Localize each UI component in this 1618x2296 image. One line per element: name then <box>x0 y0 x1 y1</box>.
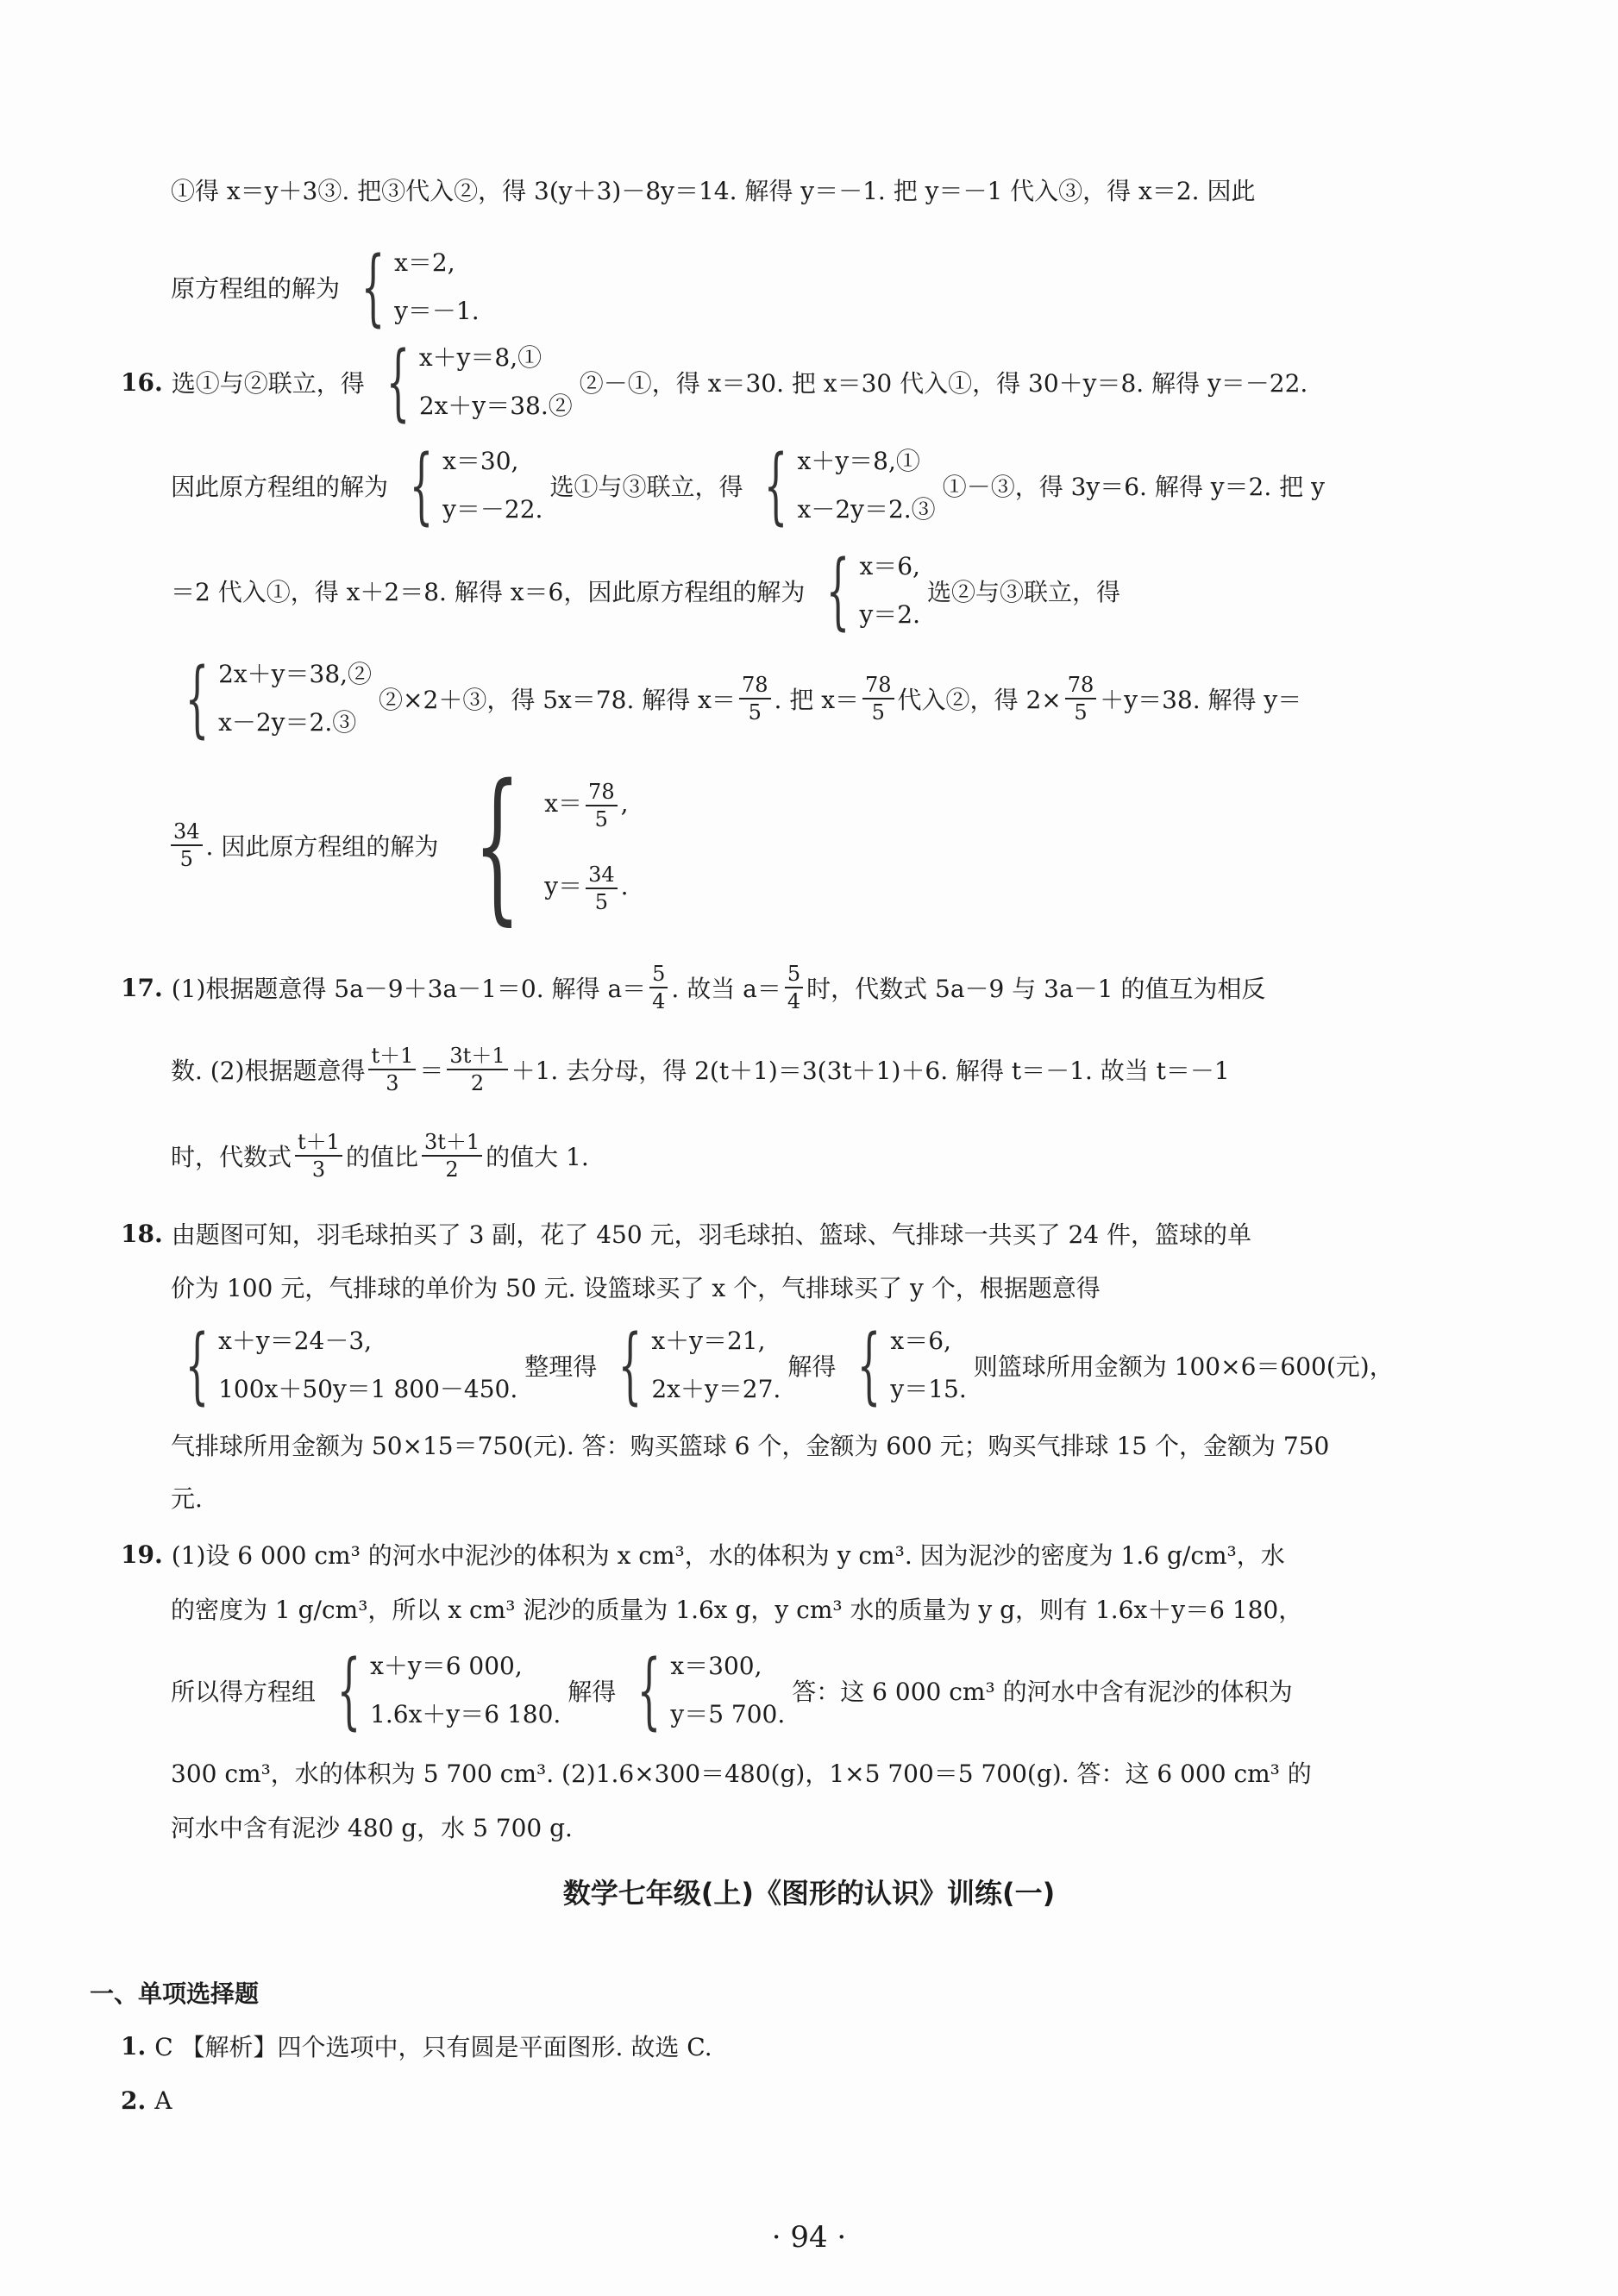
equation <box>544 845 628 928</box>
text: 选①与③联立，得 <box>549 473 743 501</box>
text: ②×2＋③，得 5x＝78. 解得 x＝ <box>379 686 736 714</box>
fraction <box>586 862 618 915</box>
text: A <box>154 2086 172 2115</box>
brace-icon: { <box>409 438 434 533</box>
text: . 把 x＝ <box>774 686 859 714</box>
text: , <box>620 789 629 818</box>
denominator: 5 <box>594 889 608 914</box>
text: 的值大 1. <box>486 1143 589 1171</box>
fraction <box>649 961 668 1014</box>
text: 时，代数式 <box>171 1143 292 1171</box>
equation: y＝－22. <box>442 495 543 524</box>
text: 原方程组的解为 <box>171 274 341 303</box>
text-line <box>171 1121 1395 1190</box>
question-number: 2. <box>121 2086 147 2115</box>
text: 因此原方程组的解为 <box>171 473 389 501</box>
text: 所以得方程组 <box>171 1678 317 1706</box>
text: 解得 <box>568 1678 617 1706</box>
brace-icon: { <box>637 1643 662 1738</box>
equation-system <box>812 543 920 638</box>
fraction <box>586 779 618 832</box>
text-line <box>171 1747 1395 1798</box>
text: 价为 100 元，气排球的单价为 50 元. 设篮球买了 x 个，气排球买了 y 个，根据题意得 <box>171 1274 1101 1302</box>
equation-system <box>623 1643 785 1738</box>
text: 由题图可知，羽毛球拍买了 3 副，花了 450 元，羽毛球拍、篮球、气排球一共买了 24 件，篮球的单 <box>171 1220 1252 1249</box>
text: 数. (2)根据题意得 <box>171 1057 366 1085</box>
equation: y＝5 700. <box>670 1700 786 1728</box>
equation: x＋y＝24－3, <box>218 1327 373 1355</box>
text-line <box>121 953 1397 1022</box>
brace-icon: { <box>857 1318 881 1413</box>
brace-icon: { <box>336 1643 361 1738</box>
numerator: 5 <box>649 961 668 988</box>
subsection-title: 一、单项选择题 <box>90 1979 260 2008</box>
text: . 因此原方程组的解为 <box>205 832 439 861</box>
text: 时，代数式 5a－9 与 3a－1 的值互为相反 <box>806 975 1266 1003</box>
equation <box>544 762 628 845</box>
question-number: 16. <box>121 367 163 397</box>
text-line <box>171 1419 1395 1471</box>
equation-system <box>171 1318 517 1413</box>
brace-icon: { <box>185 651 210 746</box>
numerator: 3t＋1 <box>447 1043 507 1070</box>
equation: x＋y＝6 000, <box>370 1652 523 1680</box>
text-line <box>171 651 1395 746</box>
answer-line <box>121 2020 1345 2072</box>
denominator: 5 <box>1074 700 1088 725</box>
numerator: 78 <box>586 779 618 806</box>
equation: x＝6, <box>890 1327 951 1355</box>
equation-system <box>395 438 542 533</box>
text-line <box>171 759 1395 932</box>
brace-icon: { <box>361 240 386 335</box>
equation: x＋y＝21, <box>651 1327 766 1355</box>
equation: x＝30, <box>442 447 519 475</box>
text: ①－③，得 3y＝6. 解得 y＝2. 把 y <box>942 473 1325 501</box>
question-number: 1. <box>121 2031 147 2061</box>
equation-system <box>749 438 935 533</box>
equation-system <box>347 240 480 335</box>
text-line <box>171 438 1395 533</box>
equation-system <box>843 1318 966 1413</box>
equation-system <box>445 759 629 932</box>
equation: 2x＋y＝27. <box>651 1375 781 1403</box>
text-line <box>171 1318 1395 1413</box>
numerator: 34 <box>586 862 618 889</box>
numerator: t＋1 <box>368 1043 416 1070</box>
text: 则篮球所用金额为 100×6＝600(元)， <box>973 1352 1394 1381</box>
equation: 100x＋50y＝1 800－450. <box>218 1375 518 1403</box>
numerator: 34 <box>171 819 203 846</box>
answer-line <box>121 2074 1345 2126</box>
text: 代入②，得 2× <box>897 686 1062 714</box>
equation-system <box>604 1318 781 1413</box>
fraction <box>862 672 894 725</box>
denominator: 4 <box>652 989 666 1013</box>
text: 整理得 <box>524 1352 598 1381</box>
question-number: 17. <box>121 973 163 1002</box>
text-line <box>171 1643 1395 1738</box>
denominator: 5 <box>179 847 193 871</box>
denominator: 3 <box>386 1071 399 1095</box>
text: ＝ <box>419 1057 444 1085</box>
fraction <box>295 1129 342 1183</box>
denominator: 2 <box>445 1157 459 1182</box>
text: . 故当 a＝ <box>671 975 781 1003</box>
brace-icon: { <box>185 1318 210 1413</box>
brace-icon: { <box>618 1318 643 1413</box>
fraction <box>785 961 803 1014</box>
question-number: 19. <box>121 1540 163 1569</box>
denominator: 2 <box>470 1071 485 1095</box>
text-line <box>171 240 1395 335</box>
numerator: 78 <box>739 672 771 699</box>
equation: x＝6, <box>859 552 920 580</box>
text: ＝2 代入①，得 x＋2＝8. 解得 x＝6，因此原方程组的解为 <box>171 578 806 606</box>
equation: x＝300, <box>670 1652 762 1680</box>
section-title: 数学七年级(上)《图形的认识》训练(一) <box>562 1877 1056 1910</box>
numerator: 78 <box>1065 672 1097 699</box>
fraction <box>1065 672 1097 725</box>
equation: y＝15. <box>890 1375 967 1403</box>
equation-system <box>171 651 372 746</box>
denominator: 5 <box>748 700 762 725</box>
text: 300 cm³，水的体积为 5 700 cm³. (2)1.6×300＝480(g)，1×5 700＝5 700(g). 答：这 6 000 cm³ 的 <box>171 1760 1312 1788</box>
text-line <box>171 1471 1395 1523</box>
numerator: 3t＋1 <box>422 1129 482 1157</box>
equation: x－2y＝2.③ <box>797 495 936 524</box>
brace-icon: { <box>386 335 411 430</box>
numerator: t＋1 <box>295 1129 342 1157</box>
text: y＝ <box>544 872 583 900</box>
equation: x－2y＝2.③ <box>218 708 357 737</box>
text-line <box>171 1035 1395 1104</box>
text-line <box>171 164 1395 216</box>
page-number: · 94 · <box>771 2220 847 2255</box>
text: ②－①，得 x＝30. 把 x＝30 代入①，得 30＋y＝8. 解得 y＝－22. <box>579 369 1308 398</box>
text: (1)根据题意得 5a－9＋3a－1＝0. 解得 a＝ <box>171 975 647 1003</box>
text: 选①与②联立，得 <box>171 369 365 398</box>
text: x＝ <box>544 789 583 818</box>
text: ＋1. 去分母，得 2(t＋1)＝3(3t＋1)＋6. 解得 t＝－1. 故当 t＝－1 <box>511 1057 1230 1085</box>
text: 元. <box>171 1484 203 1513</box>
text-line <box>121 1208 1397 1259</box>
fraction <box>422 1129 482 1183</box>
text-line <box>171 1801 1395 1853</box>
text-line <box>171 1261 1395 1313</box>
numerator: 78 <box>862 672 894 699</box>
equation: x＋y＝8,① <box>418 343 542 372</box>
equation-system <box>372 335 573 430</box>
fraction <box>171 819 203 872</box>
text: 答：这 6 000 cm³ 的河水中含有泥沙的体积为 <box>792 1678 1293 1706</box>
text: ＋y＝38. 解得 y＝ <box>1100 686 1302 714</box>
text: 选②与③联立，得 <box>926 578 1120 606</box>
numerator: 5 <box>785 961 803 988</box>
denominator: 4 <box>787 989 801 1013</box>
text-line <box>121 335 1397 430</box>
brace-icon: { <box>764 438 788 533</box>
brace-icon: { <box>473 759 522 932</box>
text: . <box>620 872 629 900</box>
equation: y＝－1. <box>394 297 480 325</box>
fraction <box>739 672 771 725</box>
text: 解得 <box>787 1352 837 1381</box>
text: 气排球所用金额为 50×15＝750(元). 答：购买篮球 6 个，金额为 600 元；购买气排球 15 个，金额为 750 <box>171 1432 1330 1460</box>
fraction <box>368 1043 416 1096</box>
text: 的密度为 1 g/cm³，所以 x cm³ 泥沙的质量为 1.6x g，y cm³ 水的质量为 y g，则有 1.6x＋y＝6 180， <box>171 1596 1303 1624</box>
question-number: 18. <box>121 1219 163 1248</box>
equation: y＝2. <box>859 600 920 629</box>
equation: 2x＋y＝38.② <box>418 392 573 420</box>
text-line <box>171 1583 1395 1634</box>
text: 的值比 <box>345 1143 418 1171</box>
text: C 【解析】四个选项中，只有圆是平面图形. 故选 C. <box>154 2033 712 2061</box>
equation: x＋y＝8,① <box>797 447 920 475</box>
text-line <box>121 1528 1397 1580</box>
equation: x＝2, <box>394 248 455 277</box>
denominator: 3 <box>311 1157 326 1182</box>
text-line <box>171 543 1395 638</box>
text: ①得 x＝y＋3③. 把③代入②，得 3(y＋3)－8y＝14. 解得 y＝－1. 把 y＝－1 代入③，得 x＝2. 因此 <box>171 177 1256 205</box>
brace-icon: { <box>826 543 850 638</box>
equation: 2x＋y＝38,② <box>218 660 373 688</box>
equation-system <box>323 1643 561 1738</box>
equation: 1.6x＋y＝6 180. <box>370 1700 561 1728</box>
text: 河水中含有泥沙 480 g，水 5 700 g. <box>171 1814 573 1842</box>
text: (1)设 6 000 cm³ 的河水中泥沙的体积为 x cm³，水的体积为 y cm³. 因为泥沙的密度为 1.6 g/cm³，水 <box>171 1541 1285 1570</box>
fraction <box>447 1043 507 1096</box>
denominator: 5 <box>871 700 885 725</box>
denominator: 5 <box>594 806 608 831</box>
